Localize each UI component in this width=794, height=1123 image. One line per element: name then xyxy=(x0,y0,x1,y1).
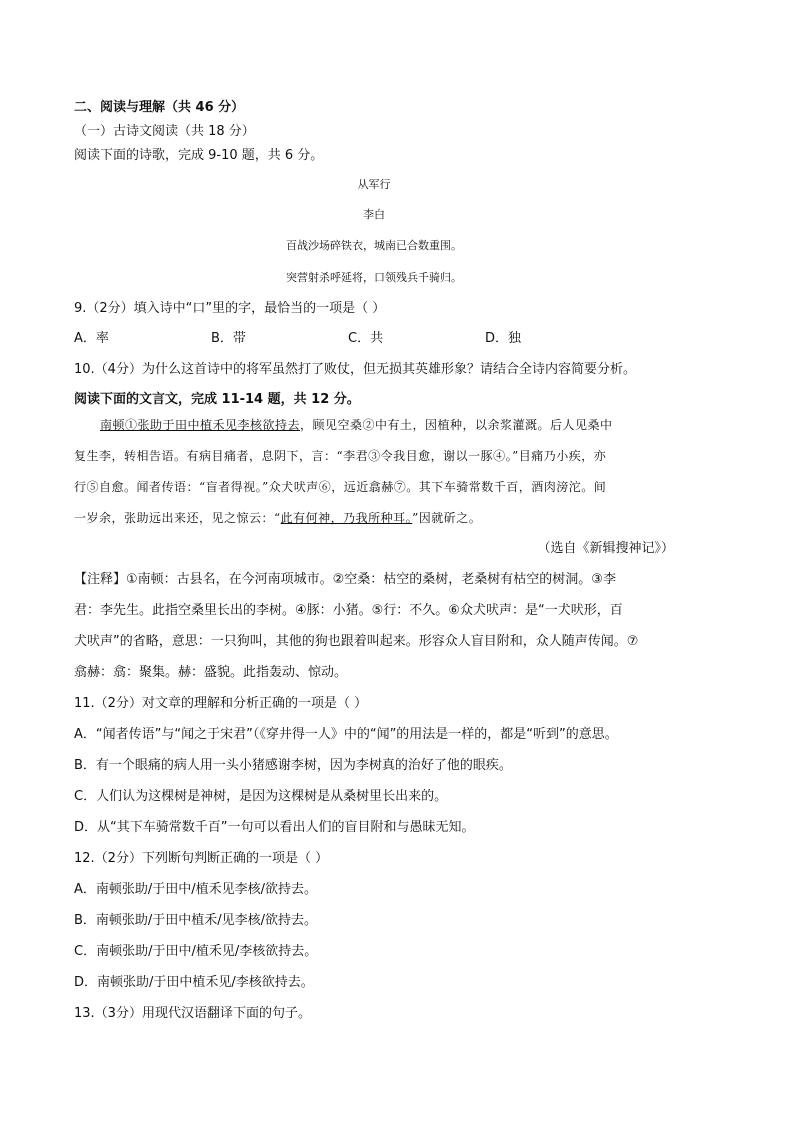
passage-line-1 xyxy=(100,417,613,433)
notes-line-1: 【注释】①南顿：古县名，在今河南项城市。②空桑：枯空的桑树，老桑树有枯空的树洞。③李 xyxy=(74,572,616,587)
option-a[interactable]: A．率 xyxy=(74,331,109,346)
notes-line-2: 君：李先生。此指空桑里长出的李树。④豚：小猪。⑤行：不久。⑥众犬吠声：是“一犬吠形，百 xyxy=(74,603,623,618)
poem-author: 李白 xyxy=(363,208,385,221)
question-12-stem: 12.（2分）下列断句判断正确的一项是（ ） xyxy=(74,851,329,866)
poem-instruction: 阅读下面的诗歌，完成 9-10 题，共 6 分。 xyxy=(74,148,324,163)
question-11-option-b[interactable]: B．有一个眼痛的病人用一头小猪感谢李树，因为李树真的治好了他的眼疾。 xyxy=(74,758,512,773)
passage-instruction: 阅读下面的文言文，完成 11-14 题，共 12 分。 xyxy=(74,392,360,407)
question-12-option-c[interactable]: C．南顿张助/于田中/植禾见/李核欲持去。 xyxy=(74,944,318,959)
passage-source: （选自《新辑搜神记》） xyxy=(537,541,674,556)
question-11-stem: 11.（2分）对文章的理解和分析正确的一项是（ ） xyxy=(74,696,368,711)
underlined-sentence-2: 此有何神，乃我所种耳。 xyxy=(280,511,413,525)
section-heading: 二、阅读与理解（共 46 分） xyxy=(74,100,245,115)
poem-line-2: 突营射杀呼延将，口领残兵千骑归。 xyxy=(286,271,462,284)
question-11-option-d[interactable]: D．从“其下车骑常数千百”一句可以看出人们的盲目附和与愚昧无知。 xyxy=(74,820,475,835)
question-9-stem: 9.（2分）填入诗中“口”里的字，最恰当的一项是（ ） xyxy=(74,301,386,316)
question-9-options xyxy=(74,331,674,347)
notes-line-3: 犬吠声”的省略，意思：一只狗叫，其他的狗也跟着叫起来。形容众人盲目附和，众人随声传闻。⑦ xyxy=(74,634,639,649)
option-d[interactable]: D．独 xyxy=(485,331,522,346)
poem-line-1: 百战沙场碎铁衣，城南已合数重围。 xyxy=(286,239,462,252)
passage-line-3: 行⑤自愈。闻者传语：“盲者得视。”众犬吠声⑥，远近翕赫⑦。其下车骑常数千百，酒肉滂沱。间 xyxy=(74,480,607,494)
question-12-option-d[interactable]: D．南顿张助/于田中植禾见/李核欲持去。 xyxy=(74,975,314,990)
question-11-option-a[interactable]: A．“闻者传语”与“闻之于宋君”（《穿井得一人》中的“闻”的用法是一样的，都是“听到”的意思。 xyxy=(74,727,618,742)
question-11-option-c[interactable]: C．人们认为这棵树是神树，是因为这棵树是从桑树里长出来的。 xyxy=(74,789,448,804)
passage-text-1: ，顾见空桑②中有土，因植种，以余浆灌溉。后人见桑中 xyxy=(300,418,613,432)
option-c[interactable]: C．共 xyxy=(348,331,384,346)
question-12-option-b[interactable]: B．南顿张助/于田中植禾/见李核/欲持去。 xyxy=(74,913,318,928)
passage-text-4: 一岁余，张助远出来还，见之惊云：“ xyxy=(74,511,281,525)
underlined-sentence-1: 南顿①张助于田中植禾见李核欲持去 xyxy=(100,418,301,432)
notes-line-4: 翕赫：翕：聚集。赫：盛貌。此指轰动、惊动。 xyxy=(74,665,348,680)
question-12-option-a[interactable]: A．南顿张助/于田中/植禾见李核/欲持去。 xyxy=(74,882,318,897)
passage-line-2: 复生李，转相告语。有病目痛者，息阴下，言：“李君③令我目愈，谢以一豚④。”目痛乃小疾，亦 xyxy=(74,449,607,463)
option-b[interactable]: B．带 xyxy=(211,331,246,346)
poem-title: 从军行 xyxy=(357,178,391,191)
question-10-stem: 10.（4分）为什么这首诗中的将军虽然打了败仗，但无损其英雄形象？请结合全诗内容简要分析。 xyxy=(74,362,636,377)
question-13-stem: 13.（3分）用现代汉语翻译下面的句子。 xyxy=(74,1006,311,1021)
subsection-heading: （一）古诗文阅读（共 18 分） xyxy=(74,124,255,139)
passage-text-4b: ”因就斫之。 xyxy=(412,511,482,525)
passage-line-4 xyxy=(74,510,481,526)
